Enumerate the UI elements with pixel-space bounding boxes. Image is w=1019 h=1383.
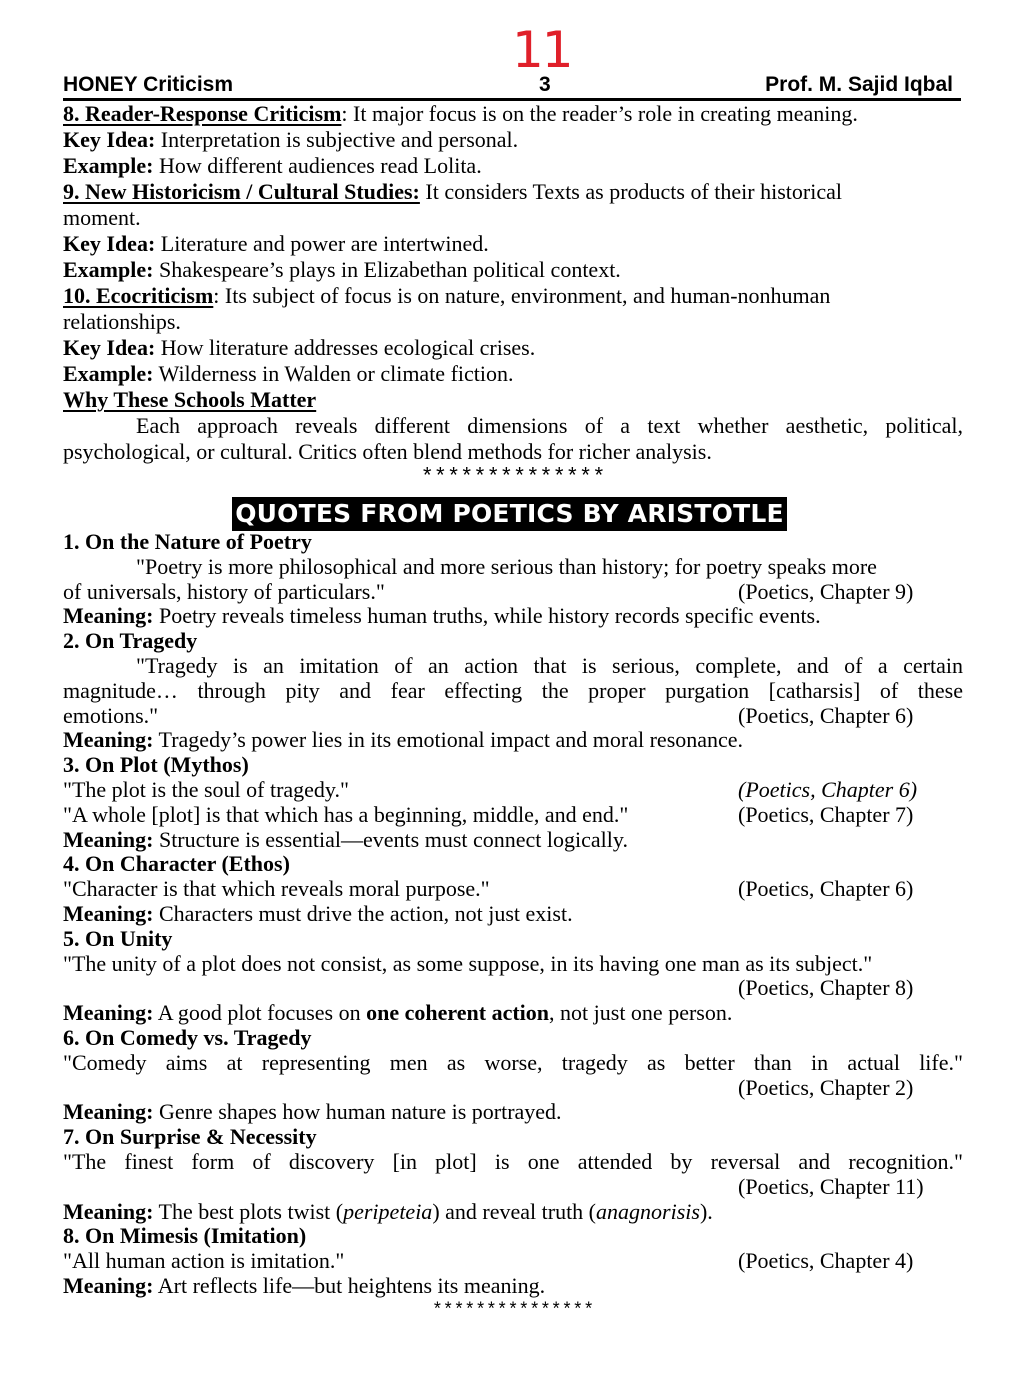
key-idea-text: Interpretation is subjective and personal. — [155, 127, 519, 152]
quote-title — [63, 1224, 963, 1249]
meaning-text: ). — [699, 1198, 713, 1224]
quote-line — [63, 976, 963, 1001]
quote-text: "A whole [plot] is that which has a beginning, middle, and end." — [63, 801, 629, 827]
header-author: Prof. M. Sajid Iqbal — [765, 73, 953, 96]
quote-meaning — [63, 1100, 963, 1125]
school-title: 10. Ecocriticism — [63, 283, 214, 308]
quote-line: "Comedy aims at representing men as worse, tragedy as better than in actual life." — [63, 1049, 963, 1075]
school-heading — [63, 101, 963, 127]
meaning-text: , not just one person. — [549, 1000, 733, 1026]
meaning-label: Meaning: — [63, 1000, 154, 1026]
key-idea-text: Literature and power are intertwined. — [155, 231, 489, 256]
school-title: 8. Reader-Response Criticism — [63, 101, 342, 126]
quote-line — [63, 1249, 963, 1274]
meaning-text: ) and reveal truth ( — [432, 1198, 597, 1224]
meaning-label: Meaning: — [63, 1099, 154, 1125]
quote-title — [63, 1026, 963, 1051]
key-idea-label: Key Idea: — [63, 335, 156, 360]
quote-text: "Character is that which reveals moral purpose." — [63, 876, 490, 902]
quotes-banner-heading: QUOTES FROM POETICS BY ARISTOTLE — [232, 497, 787, 531]
quote-text: of universals, history of particulars." — [63, 578, 385, 604]
quote-line — [63, 704, 963, 729]
quote-line: magnitude… through pity and fear effecting the proper purgation [catharsis] of these — [63, 677, 963, 703]
school-description: Its subject of focus is on nature, environment, and human-nonhuman — [219, 283, 831, 308]
school-description-cont: moment. — [63, 205, 141, 230]
why-paragraph-line: Each approach reveals different dimensions of a text whether aesthetic, political, — [136, 413, 963, 438]
quote-citation: (Poetics, Chapter 7) — [738, 801, 914, 827]
meaning-label: Meaning: — [63, 1272, 154, 1298]
key-idea-label: Key Idea: — [63, 231, 156, 256]
quote-meaning — [63, 1001, 963, 1026]
quote-line — [63, 1076, 963, 1101]
quote-citation: (Poetics, Chapter 9) — [738, 578, 914, 604]
school-title: 9. New Historicism / Cultural Studies: — [63, 179, 420, 204]
key-idea — [63, 231, 963, 257]
quote-line: "Tragedy is an imitation of an action that is serious, complete, and of a certain — [136, 652, 963, 678]
quote-title — [63, 753, 963, 778]
quote-title-text: 7. On Surprise & Necessity — [63, 1124, 317, 1150]
example-text: How different audiences read Lolita. — [153, 153, 482, 178]
key-idea-label: Key Idea: — [63, 127, 156, 152]
meaning-emphasis: one coherent action — [366, 1000, 550, 1026]
page-header — [63, 72, 961, 101]
why-paragraph-line: psychological, or cultural. Critics often blend methods for richer analysis. — [63, 439, 712, 464]
quote-title-text: 2. On Tragedy — [63, 628, 198, 654]
example — [63, 153, 963, 179]
meaning-text: Art reflects life—but heightens its meaning. — [153, 1272, 546, 1298]
school-description: It considers Texts as products of their historical — [419, 179, 842, 204]
why-heading — [63, 387, 963, 413]
school-title-suffix: : — [213, 283, 220, 308]
key-idea-text: How literature addresses ecological crises. — [155, 335, 536, 360]
quote-line — [63, 803, 963, 828]
meaning-term: anagnorisis — [596, 1198, 700, 1224]
example-label: Example: — [63, 361, 154, 386]
quote-title-text: 3. On Plot (Mythos) — [63, 752, 249, 778]
quote-text: "All human action is imitation." — [63, 1248, 345, 1274]
meaning-text: Genre shapes how human nature is portrayed. — [153, 1099, 562, 1125]
example-label: Example: — [63, 153, 154, 178]
quote-meaning — [63, 902, 963, 927]
quote-citation: (Poetics, Chapter 6) — [738, 702, 914, 728]
meaning-label: Meaning: — [63, 900, 154, 926]
header-title: HONEY Criticism — [63, 73, 233, 96]
page-stamp-number: 11 — [512, 21, 572, 79]
meaning-text: The best plots twist ( — [153, 1198, 344, 1224]
meaning-term: peripeteia — [343, 1198, 433, 1224]
quote-title-text: 1. On the Nature of Poetry — [63, 529, 312, 554]
quote-line — [63, 1175, 963, 1200]
meaning-label: Meaning: — [63, 603, 154, 629]
quote-citation: (Poetics, Chapter 6) — [738, 776, 918, 802]
example-text: Shakespeare’s plays in Elizabethan political context. — [153, 257, 621, 282]
quote-title — [63, 629, 963, 654]
school-description: It major focus is on the reader’s role in creating meaning. — [347, 101, 858, 126]
meaning-label: Meaning: — [63, 1198, 154, 1224]
example-label: Example: — [63, 257, 154, 282]
key-idea — [63, 127, 963, 153]
quote-text: "The plot is the soul of tragedy." — [63, 776, 349, 802]
key-idea — [63, 335, 963, 361]
quote-citation: (Poetics, Chapter 4) — [738, 1248, 914, 1274]
quote-line: "Poetry is more philosophical and more serious than history; for poetry speaks more — [136, 553, 877, 579]
quote-title — [63, 927, 963, 952]
separator-stars: ************** — [420, 465, 606, 490]
quote-title-text: 5. On Unity — [63, 925, 173, 951]
quote-title — [63, 852, 963, 877]
meaning-text: Poetry reveals timeless human truths, while history records specific events. — [153, 603, 821, 629]
quote-line: "The unity of a plot does not consist, as some suppose, in its having one man as its subject." — [63, 950, 873, 976]
quote-line — [63, 580, 963, 605]
school-description-cont: relationships. — [63, 309, 181, 334]
quote-meaning — [63, 1274, 963, 1299]
quote-title — [63, 1125, 963, 1150]
school-heading — [63, 283, 963, 309]
quote-citation: (Poetics, Chapter 8) — [738, 975, 914, 1001]
quote-citation: (Poetics, Chapter 6) — [738, 876, 914, 902]
quote-title-text: 4. On Character (Ethos) — [63, 851, 290, 877]
separator-stars: *************** — [431, 1300, 595, 1321]
meaning-label: Meaning: — [63, 727, 154, 753]
meaning-text: Structure is essential—events must connect logically. — [153, 826, 628, 852]
header-page-number: 3 — [539, 73, 551, 96]
quote-title-text: 8. On Mimesis (Imitation) — [63, 1223, 307, 1249]
meaning-text: Characters must drive the action, not just exist. — [153, 900, 573, 926]
quote-title-text: 6. On Comedy vs. Tragedy — [63, 1024, 312, 1050]
school-title-suffix: : — [341, 101, 348, 126]
example — [63, 257, 963, 283]
meaning-label: Meaning: — [63, 826, 154, 852]
quote-citation: (Poetics, Chapter 2) — [738, 1074, 914, 1100]
meaning-text: Tragedy’s power lies in its emotional impact and moral resonance. — [153, 727, 744, 753]
quote-meaning — [63, 604, 963, 629]
quote-text: emotions." — [63, 702, 159, 728]
quote-line — [63, 778, 963, 803]
quotes-banner-wrap — [0, 497, 1019, 531]
quotes-section — [63, 530, 963, 1324]
quote-meaning — [63, 728, 963, 753]
why-title: Why These Schools Matter — [63, 387, 317, 412]
schools-section — [63, 101, 963, 491]
example-text: Wilderness in Walden or climate fiction. — [153, 361, 514, 386]
example — [63, 361, 963, 387]
quote-line — [63, 877, 963, 902]
school-heading — [63, 179, 963, 205]
meaning-text: A good plot focuses on — [153, 1000, 367, 1026]
quote-line: "The finest form of discovery [in plot] is one attended by reversal and recognition." — [63, 1148, 963, 1174]
quote-citation: (Poetics, Chapter 11) — [738, 1173, 924, 1199]
quote-meaning — [63, 828, 963, 853]
quote-title — [63, 530, 963, 555]
quote-meaning — [63, 1200, 963, 1225]
